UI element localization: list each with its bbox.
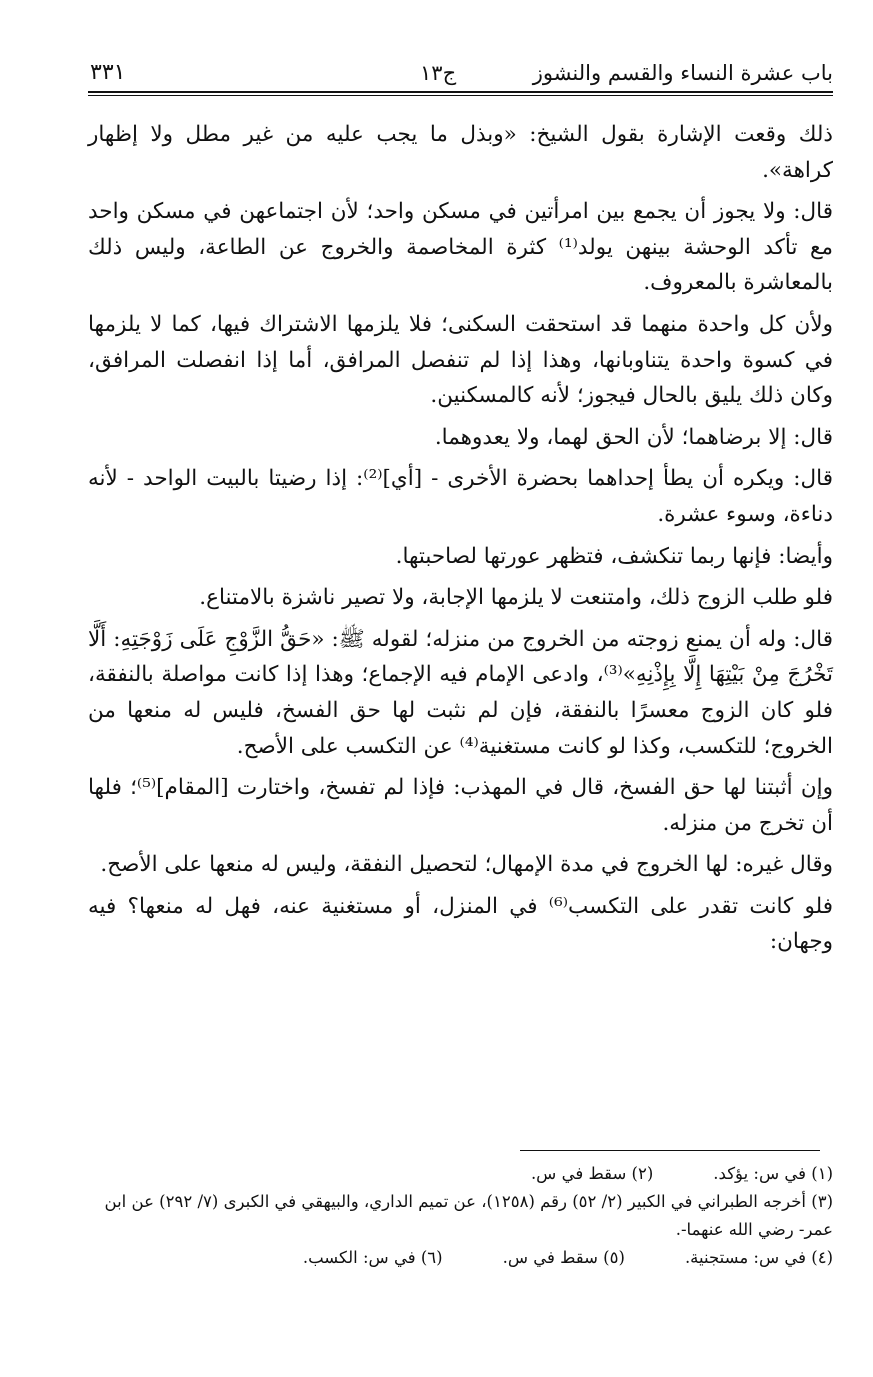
footnote-row: [88, 1160, 833, 1188]
paragraph: فلو كانت تقدر على التكسب⁽⁶⁾ في المنزل، أو مستغنية عنه، فهل له منعها؟ فيه وجهان:: [88, 893, 834, 955]
footnote-row: [88, 1244, 833, 1272]
paragraph: ولأن كل واحدة منهما قد استحقت السكنى؛ فلا يلزمها الاشتراك فيها، كما لا يلزمها في كسوة واحدة يتناوبانها، وهذا إذا لم تنفصل المرافق، أما إذا انفصلت المرافق، وكان ذلك يليق بالحال فيجوز؛ لأنه كالمسكنين.: [88, 311, 833, 409]
volume-label: ج١٣: [420, 61, 457, 85]
footnote-5: (٥) سقط في س.: [502, 1248, 625, 1267]
page-number: ٣٣١: [90, 60, 126, 85]
footnote-rule: [520, 1150, 820, 1151]
paragraph: قال: إلا برضاهما؛ لأن الحق لهما، ولا يعدوهما.: [434, 424, 833, 450]
running-header: [88, 58, 833, 92]
paragraph: ذلك وقعت الإشارة بقول الشيخ: «وبذل ما يجب عليه من غير مطل ولا إظهار كراهة».: [88, 122, 833, 183]
footnote-6: (٦) في س: الكسب.: [302, 1248, 443, 1267]
footnote-1: (١) في س: يؤكد.: [713, 1164, 833, 1183]
paragraph: وأيضا: فإنها ربما تنكشف، فتظهر عورتها لصاحبتها.: [395, 543, 833, 569]
paragraph: وإن أثبتنا لها حق الفسخ، قال في المهذب: فإذا لم تفسخ، واختارت [المقام]⁽⁵⁾؛ فلها أن تخرج من منزله.: [88, 775, 833, 836]
footnote-2: (٢) سقط في س.: [530, 1164, 654, 1183]
header-rule: [88, 91, 833, 93]
paragraph: قال: ويكره أن يطأ إحداهما بحضرة الأخرى - [أي]⁽²⁾: إذا رضيتا بالبيت الواحد - لأنه دناءة، وسوء عشرة.: [88, 466, 834, 527]
paragraph: قال: ولا يجوز أن يجمع بين امرأتين في مسكن واحد؛ لأن اجتماعهن في مسكن واحد مع تأكد الوحشة بينهن يولد⁽¹⁾ كثرة المخاصمة والخروج عن الطاعة، وليس ذلك بالمعاشرة بالمعروف.: [88, 199, 833, 296]
paragraph: وقال غيره: لها الخروج في مدة الإمهال؛ لتحصيل النفقة، وليس له منعها على الأصح.: [100, 852, 833, 878]
header-rule-thin: [88, 95, 833, 96]
paragraph: فلو طلب الزوج ذلك، وامتنعت لا يلزمها الإجابة، ولا تصير ناشزة بالامتناع.: [199, 585, 833, 611]
paragraph: قال: وله أن يمنع زوجته من الخروج من منزله؛ لقوله ﷺ: «حَقُّ الزَّوْجِ عَلَى زَوْجَتِهِ: أَلَّا تَخْرُجَ مِنْ بَيْتِهَا إِلَّا بِإِذْنِهِ»⁽³⁾، وادعى الإمام فيه الإجماع؛ وهذا إذا كانت مواصلة بالنفقة، فلو كان الزوج معسرًا بالنفقة، فإن لم نثبت لها حق الفسخ، فليس له منعها من الخروج؛ للتكسب، وكذا لو كانت مستغنية⁽⁴⁾ عن التكسب على الأصح.: [88, 626, 833, 759]
chapter-title: باب عشرة النساء والقسم والنشوز: [532, 61, 833, 85]
footnote-3: (٣) أخرجه الطبراني في الكبير (٢/ ٥٢) رقم (١٢٥٨)، عن تميم الداري، والبيهقي في الكبرى (٧/ ٢٩٢) عن ابن عمر- رضي الله عنهما-.: [104, 1192, 833, 1239]
main-text: [88, 117, 833, 966]
footnote-4: (٤) في س: مستجنية.: [684, 1248, 833, 1267]
footnotes: [88, 1160, 833, 1272]
